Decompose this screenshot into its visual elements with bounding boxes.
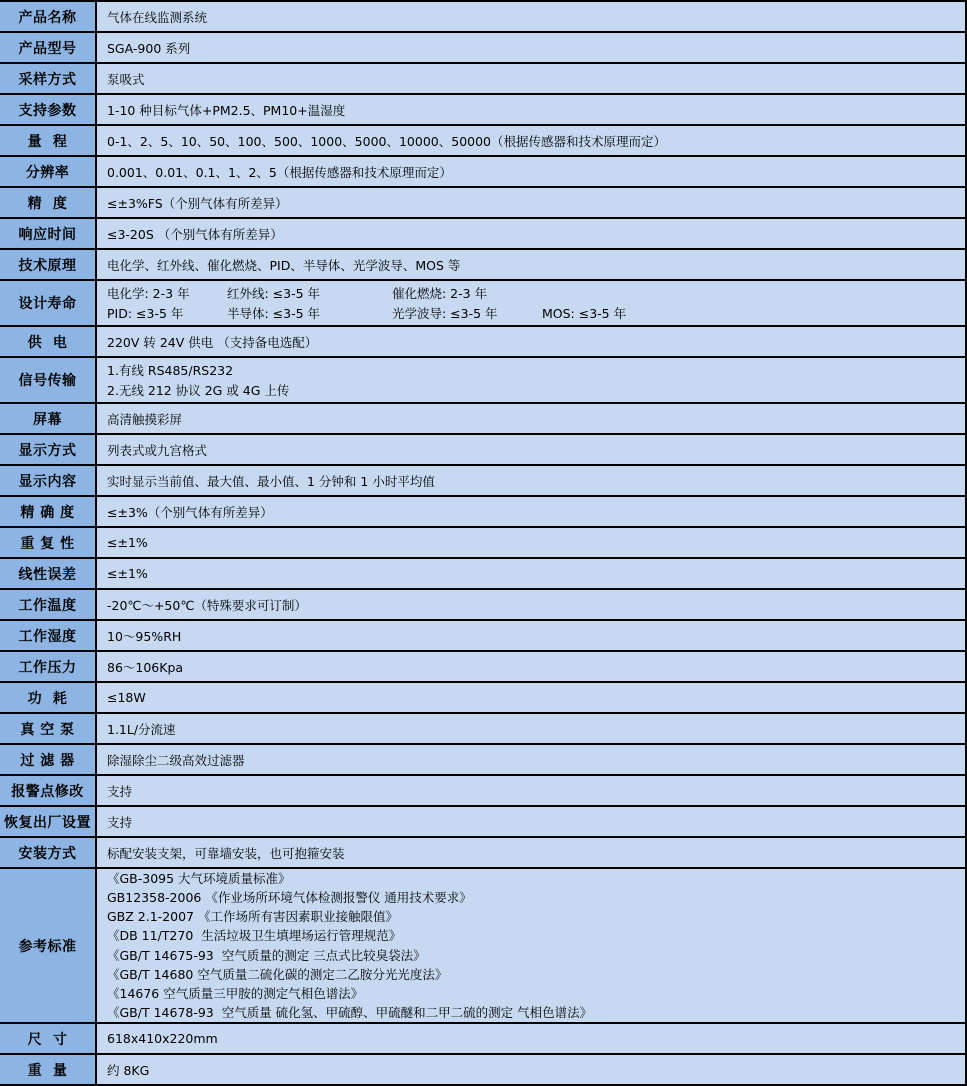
spec-label: 工作湿度 — [0, 621, 97, 650]
spec-value — [97, 869, 965, 1022]
row-vacuum-pump — [0, 714, 965, 745]
standard-item: 《DB 11/T270 生活垃圾卫生填埋场运行管理规范》 — [107, 928, 402, 944]
spec-label: 量 程 — [0, 126, 97, 155]
signal-line-wireless: 2.无线 212 协议 2G 或 4G 上传 — [107, 383, 290, 399]
row-design-life — [0, 281, 965, 327]
spec-value: 列表式或九宫格式 — [97, 435, 965, 464]
spec-label: 参考标准 — [0, 869, 97, 1022]
standard-item: 《GB-3095 大气环境质量标准》 — [107, 871, 291, 887]
spec-label: 功 耗 — [0, 683, 97, 712]
spec-value: 1-10 种目标气体+PM2.5、PM10+温湿度 — [97, 95, 965, 124]
spec-value: 0-1、2、5、10、50、100、500、1000、5000、10000、50000（根据传感器和技术原理而定） — [97, 126, 965, 155]
spec-value: ≤3-20S （个别气体有所差异） — [97, 219, 965, 248]
row-signal-transmission — [0, 358, 965, 404]
spec-label: 技术原理 — [0, 250, 97, 279]
spec-value: 高清触摸彩屏 — [97, 404, 965, 433]
row-repeatability — [0, 528, 965, 559]
row-operating-temperature — [0, 590, 965, 621]
spec-value: 气体在线监测系统 — [97, 2, 965, 31]
row-power-consumption — [0, 683, 965, 714]
spec-label: 尺 寸 — [0, 1024, 97, 1053]
spec-value: SGA-900 系列 — [97, 33, 965, 62]
spec-label: 产品名称 — [0, 2, 97, 31]
row-operating-humidity — [0, 621, 965, 652]
spec-label: 安装方式 — [0, 838, 97, 867]
row-response-time — [0, 219, 965, 250]
design-life-line-2 — [107, 304, 959, 322]
standard-item: 《GB/T 14678-93 空气质量 硫化氢、甲硫醇、甲硫醚和二甲二硫的测定 气相色谱法》 — [107, 1004, 593, 1020]
spec-value: 支持 — [97, 776, 965, 805]
spec-label: 恢复出厂设置 — [0, 807, 97, 836]
spec-value: 泵吸式 — [97, 64, 965, 93]
spec-value: -20℃～+50℃（特殊要求可订制） — [97, 590, 965, 619]
row-operating-pressure — [0, 652, 965, 683]
row-screen — [0, 404, 965, 435]
spec-label: 供 电 — [0, 327, 97, 356]
spec-label: 信号传输 — [0, 358, 97, 402]
spec-label: 支持参数 — [0, 95, 97, 124]
spec-label: 显示内容 — [0, 466, 97, 495]
spec-label: 分辨率 — [0, 157, 97, 186]
row-display-content — [0, 466, 965, 497]
row-power-supply — [0, 327, 965, 358]
spec-value: 电化学、红外线、催化燃烧、PID、半导体、光学波导、MOS 等 — [97, 250, 965, 279]
spec-label: 报警点修改 — [0, 776, 97, 805]
spec-value: ≤±3%FS（个别气体有所差异） — [97, 188, 965, 217]
design-life-catalytic: 催化燃烧: 2-3 年 — [392, 285, 488, 301]
spec-value: 10～95%RH — [97, 621, 965, 650]
spec-label: 精 确 度 — [0, 497, 97, 526]
spec-label: 屏幕 — [0, 404, 97, 433]
row-factory-reset — [0, 807, 965, 838]
spec-value: 0.001、0.01、0.1、1、2、5（根据传感器和技术原理而定） — [97, 157, 965, 186]
row-product-name — [0, 2, 965, 33]
spec-label: 线性误差 — [0, 559, 97, 588]
spec-value: 除湿除尘二级高效过滤器 — [97, 745, 965, 774]
row-technical-principle — [0, 250, 965, 281]
spec-label: 精 度 — [0, 188, 97, 217]
spec-value: 支持 — [97, 807, 965, 836]
standard-item: 《14676 空气质量三甲胺的测定气相色谱法》 — [107, 985, 364, 1001]
design-life-pid: PID: ≤3-5 年 — [107, 306, 184, 322]
design-life-electrochemical: 电化学: 2-3 年 — [107, 285, 190, 301]
row-sampling-method — [0, 64, 965, 95]
spec-label: 显示方式 — [0, 435, 97, 464]
row-product-model — [0, 33, 965, 64]
spec-value: 220V 转 24V 供电 （支持备电选配） — [97, 327, 965, 356]
standard-item: 《GB/T 14675-93 空气质量的测定 三点式比较臭袋法》 — [107, 947, 426, 963]
row-reference-standards — [0, 869, 965, 1024]
standard-item: GBZ 2.1-2007 《工作场所有害因素职业接触限值》 — [107, 909, 398, 925]
spec-label: 重 量 — [0, 1055, 97, 1084]
spec-label: 重 复 性 — [0, 528, 97, 557]
row-installation-method — [0, 838, 965, 869]
row-precision — [0, 497, 965, 528]
design-life-line-1 — [107, 284, 959, 302]
row-dimensions — [0, 1024, 965, 1055]
spec-value: ≤±3%（个别气体有所差异） — [97, 497, 965, 526]
row-supported-parameters — [0, 95, 965, 126]
spec-value: 1.1L/分流速 — [97, 714, 965, 743]
spec-value: 86～106Kpa — [97, 652, 965, 681]
spec-value: ≤±1% — [97, 528, 965, 557]
row-weight — [0, 1055, 965, 1086]
spec-value: ≤18W — [97, 683, 965, 712]
spec-label: 设计寿命 — [0, 281, 97, 325]
spec-value — [97, 281, 965, 325]
row-alarm-point-modification — [0, 776, 965, 807]
design-life-optical-waveguide: 光学波导: ≤3-5 年 — [392, 306, 498, 322]
spec-label: 工作压力 — [0, 652, 97, 681]
spec-label: 采样方式 — [0, 64, 97, 93]
row-linearity-error — [0, 559, 965, 590]
standard-item: 《GB/T 14680 空气质量二硫化碳的测定二乙胺分光光度法》 — [107, 966, 448, 982]
spec-label: 工作温度 — [0, 590, 97, 619]
row-measuring-range — [0, 126, 965, 157]
spec-value: 618x410x220mm — [97, 1024, 965, 1053]
spec-label: 产品型号 — [0, 33, 97, 62]
row-resolution — [0, 157, 965, 188]
row-filter — [0, 745, 965, 776]
spec-value — [97, 358, 965, 402]
design-life-infrared: 红外线: ≤3-5 年 — [227, 285, 321, 301]
spec-value: ≤±1% — [97, 559, 965, 588]
spec-label: 真 空 泵 — [0, 714, 97, 743]
spec-label: 响应时间 — [0, 219, 97, 248]
spec-value: 标配安装支架，可靠墙安装，也可抱箍安装 — [97, 838, 965, 867]
row-display-mode — [0, 435, 965, 466]
design-life-mos: MOS: ≤3-5 年 — [542, 306, 627, 322]
design-life-semiconductor: 半导体: ≤3-5 年 — [227, 306, 321, 322]
standard-item: GB12358-2006 《作业场所环境气体检测报警仪 通用技术要求》 — [107, 890, 472, 906]
spec-value: 实时显示当前值、最大值、最小值、1 分钟和 1 小时平均值 — [97, 466, 965, 495]
spec-value: 约 8KG — [97, 1055, 965, 1084]
signal-line-wired: 1.有线 RS485/RS232 — [107, 362, 234, 378]
row-accuracy — [0, 188, 965, 219]
spec-label: 过 滤 器 — [0, 745, 97, 774]
